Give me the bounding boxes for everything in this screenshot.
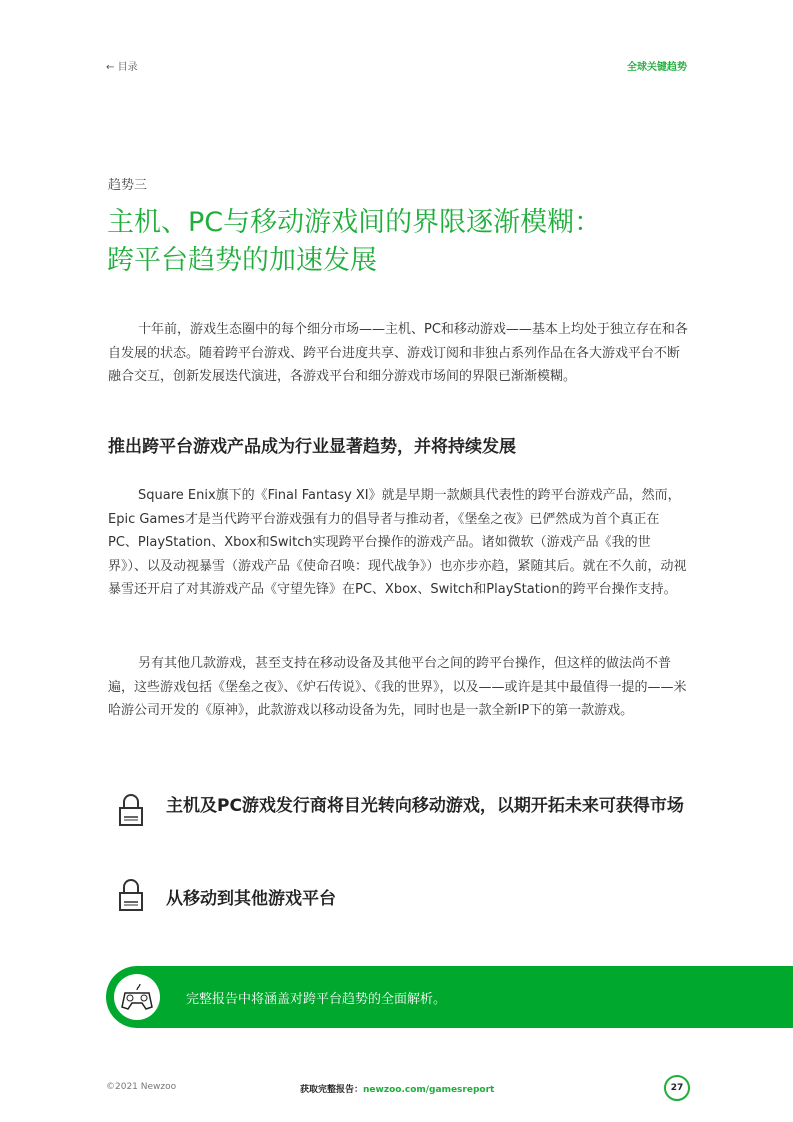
locked-section-label: 从移动到其他游戏平台 <box>166 889 336 909</box>
full-report-banner <box>106 966 793 1028</box>
lock-icon <box>118 878 144 912</box>
report-link[interactable]: newzoo.com/gamesreport <box>363 1085 495 1095</box>
toc-label: 目录 <box>117 62 138 73</box>
back-arrow-icon: ← <box>106 62 115 73</box>
footer-cta <box>300 1082 494 1095</box>
copyright: ©2021 Newzoo <box>106 1082 177 1092</box>
title-line-1: 主机、PC与移动游戏间的界限逐渐模糊： <box>107 207 602 238</box>
trend-kicker: 趋势三 <box>108 178 148 193</box>
toc-link[interactable] <box>106 58 138 73</box>
locked-section[interactable] <box>118 793 696 827</box>
cta-label: 获取完整报告： <box>300 1085 364 1095</box>
banner-text: 完整报告中将涵盖对跨平台趋势的全面解析。 <box>186 992 447 1007</box>
paragraph-2: 另有其他几款游戏，甚至支持在移动设备及其他平台之间的跨平台操作，但这样的做法尚不普遍，这些游戏包括《堡垒之夜》、《炉石传说》、《我的世界》，以及——或许是其中最值得一提的——米哈游公司开发的《原神》，此款游戏以移动设备为先，同时也是一款全新IP下的第一款游戏。 <box>108 656 687 718</box>
paragraph-1: Square Enix旗下的《Final Fantasy XI》就是早期一款颇具代表性的跨平台游戏产品，然而， Epic Games才是当代跨平台游戏强有力的倡导者与推动者，《堡垒之夜》已俨然成为首个真正在PC、PlayStation、Xbox和Switch实现跨平台操作的游戏产品。诸如微软（游戏产品《我的世界》）、以及动视暴雪（游戏产品《使命召唤：现代战争》）也亦步亦趋，紧随其后。就在不久前，动视暴雪还开启了对其游戏产品《守望先锋》在PC、Xbox、Switch和PlayStation的跨平台操作支持。 <box>108 488 687 597</box>
locked-section[interactable] <box>118 878 696 912</box>
subheading: 推出跨平台游戏产品成为行业显著趋势，并将持续发展 <box>108 437 516 457</box>
intro-paragraph: 十年前，游戏生态圈中的每个细分市场——主机、PC和移动游戏——基本上均处于独立存在和各自发展的状态。随着跨平台游戏、跨平台进度共享、游戏订阅和非独占系列作品在各大游戏平台不断融合交互，创新发展迭代演进，各游戏平台和细分游戏市场间的界限已渐渐模糊。 <box>108 322 688 384</box>
locked-section-label: 主机及PC游戏发行商将目光转向移动游戏，以期开拓未来可获得市场 <box>166 796 684 816</box>
section-label: 全球关键趋势 <box>627 62 687 73</box>
page-title <box>107 204 707 280</box>
gamepad-icon <box>114 974 160 1020</box>
title-line-2: 跨平台趋势的加速发展 <box>107 245 377 276</box>
page-number: 27 <box>664 1075 690 1101</box>
lock-icon <box>118 793 144 827</box>
